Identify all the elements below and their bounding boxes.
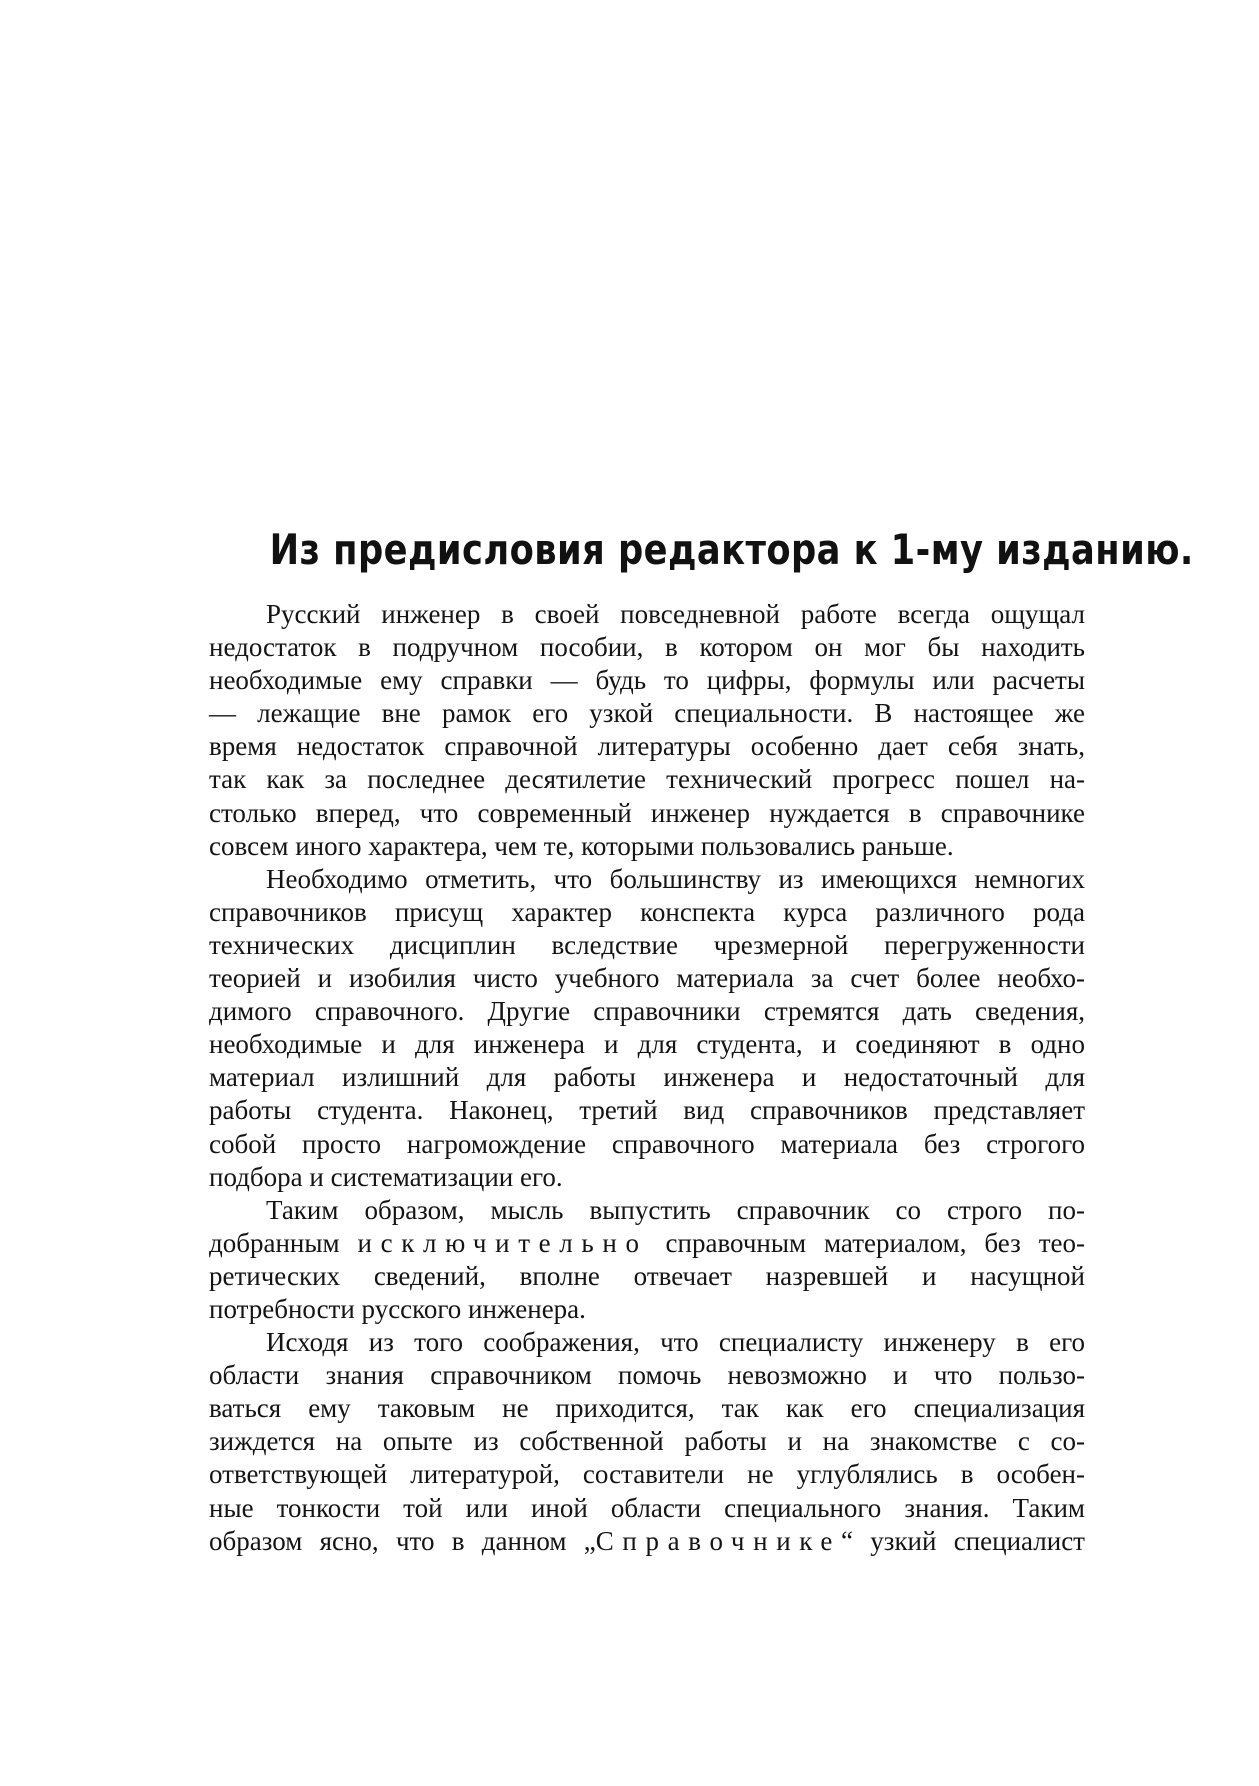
emphasized-text: Справочнике xyxy=(595,1525,842,1556)
text-line: справочников присущ характер конспекта курса различного рода xyxy=(209,896,1085,927)
text-line: ные тонкости той или иной области специального знания. Таким xyxy=(209,1492,1085,1523)
text-run: справочным материалом, без тео- xyxy=(647,1227,1086,1258)
text-line: — лежащие вне рамок его узкой специальности. В настоящее же xyxy=(209,698,1085,729)
text-line: Необходимо отметить, что большинству из имеющихся немногих xyxy=(266,863,1085,894)
text-run: “ узкий специалист xyxy=(841,1525,1085,1556)
text-line: необходимые ему справки — будь то цифры, формулы или расчеты xyxy=(209,665,1085,696)
text-line: области знания справочником помочь невозможно и что пользо- xyxy=(209,1360,1085,1391)
text-line: теорией и изобилия чисто учебного материала за счет более необхо- xyxy=(209,963,1085,994)
text-line: подбора и систематизации его. xyxy=(209,1161,563,1192)
text-run: образом ясно, что в данном „ xyxy=(209,1525,596,1556)
text-line: так как за последнее десятилетие технический прогресс пошел на- xyxy=(209,764,1085,795)
text-line: зиждется на опыте из собственной работы и на знакомстве с со- xyxy=(209,1426,1085,1457)
text-line xyxy=(209,1227,1085,1260)
text-line: Таким образом, мысль выпустить справочник со строго по- xyxy=(266,1194,1085,1225)
text-line: ответствующей литературой, составители не углублялись в особен- xyxy=(209,1459,1085,1490)
text-line: необходимые и для инженера и для студента, и соединяют в одно xyxy=(209,1029,1085,1060)
text-line: потребности русского инженера. xyxy=(209,1293,586,1324)
page-title: Из предисловия редактора к 1-му изданию. xyxy=(269,525,1194,574)
text-line: время недостаток справочной литературы особенно дает себя знать, xyxy=(209,731,1085,762)
text-line: работы студента. Наконец, третий вид справочников представляет xyxy=(209,1095,1085,1126)
text-line: материал излишний для работы инженера и недостаточный для xyxy=(209,1062,1085,1093)
body-text xyxy=(209,598,1085,1558)
text-line: димого справочного. Другие справочники стремятся дать сведения, xyxy=(209,996,1085,1027)
text-line: столько вперед, что современный инженер нуждается в справочнике xyxy=(209,797,1085,828)
text-line: технических дисциплин вследствие чрезмерной перегруженности xyxy=(209,929,1085,960)
text-line xyxy=(209,1525,1085,1558)
text-run: добранным xyxy=(209,1227,358,1258)
text-line: ретических сведений, вполне отвечает назревшей и насущной xyxy=(209,1260,1085,1291)
text-line: недостаток в подручном пособии, в котором он мог бы находить xyxy=(209,632,1085,663)
text-line: ваться ему таковым не приходится, так как его специализация xyxy=(209,1393,1085,1424)
text-line: собой просто нагромождение справочного материала без строгого xyxy=(209,1128,1085,1159)
text-line: Исходя из того соображения, что специалисту инженеру в его xyxy=(266,1327,1085,1358)
emphasized-text: исключительно xyxy=(357,1227,648,1258)
text-line: Русский инженер в своей повседневной работе всегда ощущал xyxy=(266,599,1085,629)
text-line: совсем иного характера, чем те, которыми пользовались раньше. xyxy=(209,830,954,861)
